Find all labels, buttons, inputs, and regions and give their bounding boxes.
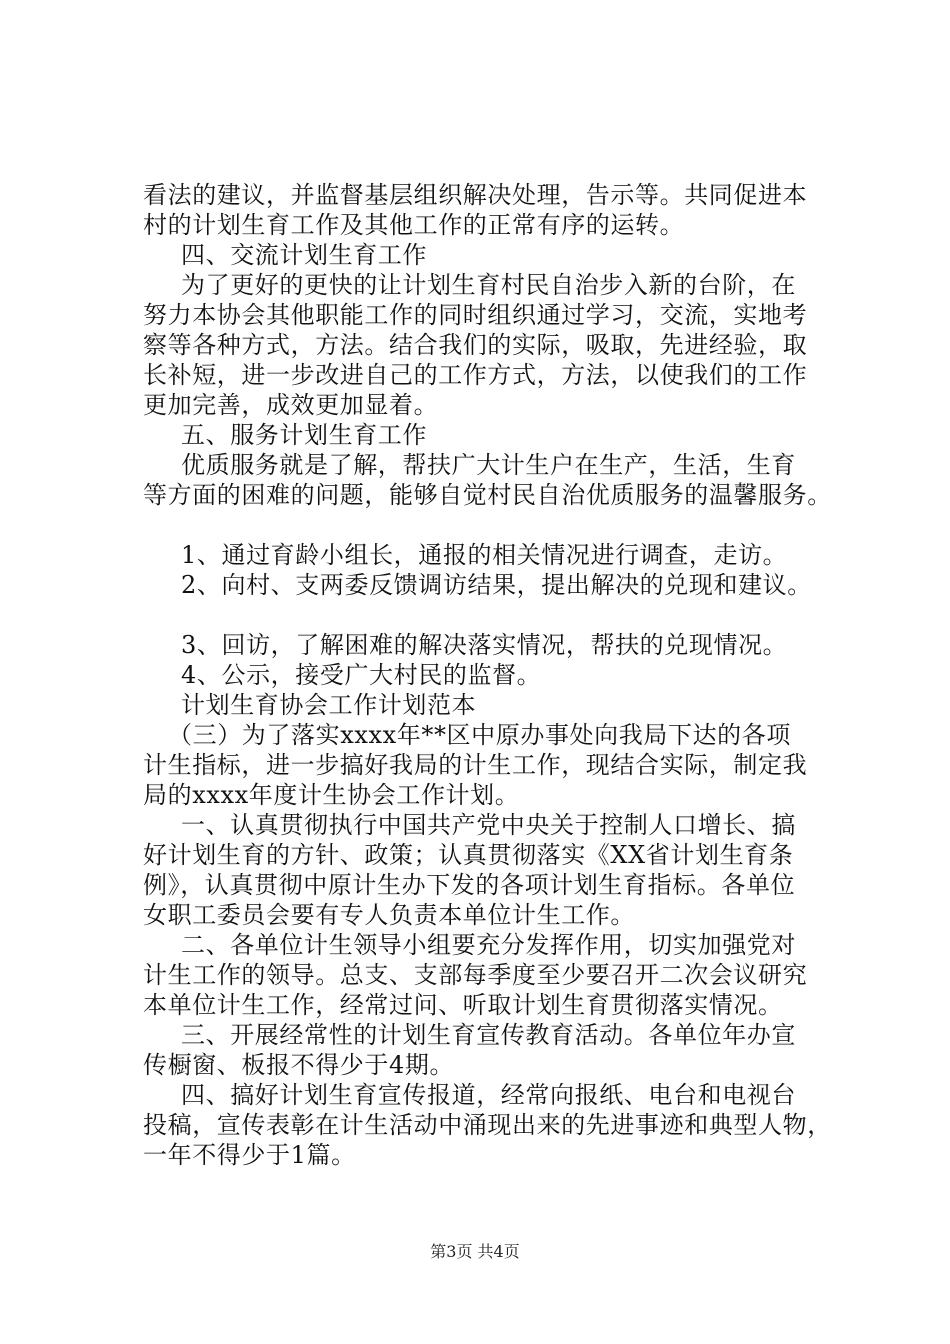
list-item-3: 3、回访，了解困难的解决落实情况，帮扶的兑现情况。 [181,631,788,659]
text-line-27: 三、开展经常性的计划生育宣传教育活动。各单位年办宣 [181,1021,796,1049]
text-line-8: 更加完善，成效更加显着。 [143,391,439,419]
list-item-2: 2、向村、支两委反馈调访结果，提出解决的兑现和建议。 [181,571,812,599]
text-line-10: 优质服务就是了解，帮扶广大计生户在生产，生活，生育 [181,451,796,479]
page-number-footer: 第3页 共4页 [430,1242,520,1261]
text-line-23: 女职工委员会要有专人负责本单位计生工作。 [143,901,635,929]
text-line-19: 局的xxxx年度计生协会工作计划。 [143,781,520,809]
text-line-1: 看法的建议，并监督基层组织解决处理，告示等。共同促进本 [143,181,808,209]
text-line-6: 察等各种方式，方法。结合我们的实际，吸取，先进经验，取 [143,331,808,359]
text-line-5: 努力本协会其他职能工作的同时组织通过学习，交流，实地考 [143,301,808,329]
text-line-29: 四、搞好计划生育宣传报道，经常向报纸、电台和电视台 [181,1081,796,1109]
text-line-31: 一年不得少于1篇。 [143,1141,356,1169]
section-heading-4: 四、交流计划生育工作 [181,241,427,269]
text-line-24: 二、各单位计生领导小组要充分发挥作用，切实加强党对 [181,931,796,959]
text-line-22: 例》，认真贯彻中原计生办下发的各项计划生育指标。各单位 [143,871,796,899]
text-line-28: 传橱窗、板报不得少于4期。 [143,1051,455,1079]
text-line-20: 一、认真贯彻执行中国共产党中央关于控制人口增长、搞 [181,811,796,839]
text-line-21: 好计划生育的方针、政策；认真贯彻落实《XX省计划生育条 [143,841,794,869]
text-line-26: 本单位计生工作，经常过问、听取计划生育贯彻落实情况。 [143,991,783,1019]
text-line-2: 村的计划生育工作及其他工作的正常有序的运转。 [143,211,685,239]
text-line-11: 等方面的困难的问题，能够自觉村民自治优质服务的温馨服务。 [143,481,832,509]
list-item-1: 1、通过育龄小组长，通报的相关情况进行调查，走访。 [181,541,788,569]
section-title: 计划生育协会工作计划范本 [181,691,477,719]
list-item-4: 4、公示，接受广大村民的监督。 [181,661,542,689]
text-line-7: 长补短，进一步改进自己的工作方式，方法，以使我们的工作 [143,361,808,389]
text-line-4: 为了更好的更快的让计划生育村民自治步入新的台阶，在 [181,271,796,299]
text-line-30: 投稿，宣传表彰在计生活动中涌现出来的先进事迹和典型人物， [143,1111,832,1139]
text-line-25: 计生工作的领导。总支、支部每季度至少要召开二次会议研究 [143,961,808,989]
section-heading-5: 五、服务计划生育工作 [181,421,427,449]
text-line-18: 计生指标，进一步搞好我局的计生工作，现结合实际，制定我 [143,751,808,779]
text-line-17: （三）为了落实xxxx年**区中原办事处向我局下达的各项 [168,721,791,749]
